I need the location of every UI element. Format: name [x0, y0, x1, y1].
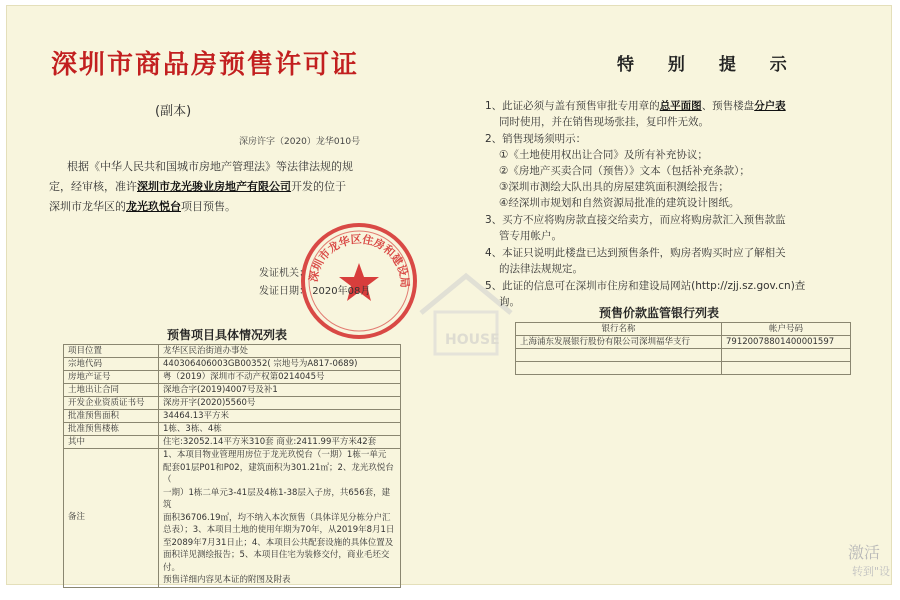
tip-2-sub-item: ④经深圳市规划和自然资源局批准的建筑设计图纸。 — [499, 197, 740, 209]
bank-header-name: 银行名称 — [516, 323, 722, 336]
tip-1-line-1 — [485, 98, 786, 113]
developer-name: 深圳市龙光骏业房地产有限公司 — [137, 180, 291, 193]
row-label: 房地产证号 — [64, 371, 159, 384]
row-label: 项目位置 — [64, 345, 159, 358]
body-line-3: 深圳市龙华区的龙光玖悦台项目预售。 — [49, 200, 236, 213]
bank-table — [515, 322, 851, 375]
bank-account: 79120078801400001597 — [722, 336, 851, 349]
note-line: 预售详细内容见本证的附图及附表 — [163, 575, 291, 585]
table-row-empty — [516, 349, 851, 362]
table-row — [64, 345, 401, 358]
tip-1-line-2: 同时使用，并在销售现场张挂，复印件无效。 — [499, 116, 709, 128]
row-value: 440306406003GB00352( 宗地号为A817-0689) — [159, 358, 401, 371]
note-line: 一期）1栋二单元3-41层及4栋1-38层入子房，共656套，建筑 — [163, 487, 391, 510]
bank-table-title: 预售价款监管银行列表 — [599, 306, 720, 320]
tip-5-line-1: 5、此证的信息可在深圳市住房和建设局网站(http://zjj.sz.gov.cn)查 — [485, 280, 806, 292]
note-value — [159, 449, 401, 588]
table-row — [64, 436, 401, 449]
tip-2-line-1: 2、销售现场须明示： — [485, 133, 587, 145]
table-row — [64, 384, 401, 397]
tip-4-line-1: 4、本证只说明此楼盘已达到预售条件，购房者购买时应了解相关 — [485, 247, 786, 259]
table-row — [516, 336, 851, 349]
table-row-empty — [516, 362, 851, 375]
row-value: 1栋、3栋、4栋 — [159, 423, 401, 436]
certificate-paper — [6, 5, 892, 585]
note-line: 面积详见测绘报告；5、本项目住宅为装修交付，商业毛坯交 — [163, 550, 390, 560]
row-value: 粤（2019）深圳市不动产权第0214045号 — [159, 371, 401, 384]
table-row — [64, 397, 401, 410]
empty-cell — [722, 362, 851, 375]
note-line: 总表）；3、本项目土地的使用年期为70年，从2019年8月1日 — [163, 525, 395, 535]
svg-text:深圳市龙华区住房和建设局: 深圳市龙华区住房和建设局 — [306, 232, 412, 289]
issue-date: 2020年08月 — [312, 286, 371, 297]
tip-fragment: 总平面图 — [659, 100, 702, 112]
empty-cell — [516, 362, 722, 375]
note-line: 面积36706.19㎡，均不纳入本次预售（具体详见分栋分户汇 — [163, 512, 391, 523]
body-line-1: 根据《中华人民共和国城市房地产管理法》等法律法规的规 — [67, 160, 353, 173]
tip-2-sub-item: ①《土地使用权出让合同》及所有补充协议； — [499, 149, 708, 161]
row-label: 土地出让合同 — [64, 384, 159, 397]
table-row — [64, 358, 401, 371]
note-line: 至2089年7月31日止；4、本项目公共配套设施的具体位置及 — [163, 537, 394, 548]
svg-text:HOUSE: HOUSE — [445, 332, 500, 348]
body-line-2-text: 定，经审核，准许深圳市龙光骏业房地产有限公司开发的位于 — [49, 180, 346, 193]
project-name: 龙光玖悦台 — [126, 200, 181, 213]
bank-table-header — [516, 323, 851, 336]
row-label: 其中 — [64, 436, 159, 449]
certificate-title: 深圳市商品房预售许可证 — [51, 50, 360, 80]
body-line-2 — [49, 178, 346, 194]
tip-fragment: 1、此证必须与盖有预售审批专用章的 — [485, 100, 660, 112]
row-value: 深房开字(2020)5560号 — [159, 397, 401, 410]
table-row — [64, 410, 401, 423]
official-seal-icon — [299, 221, 419, 341]
certificate-number: 深房许字（2020）龙华010号 — [239, 137, 361, 147]
tip-3-line-1: 3、买方不应将购房款直接交给卖方，而应将购房款汇入预售款监 — [485, 214, 786, 226]
bank-header-account: 帐户号码 — [722, 323, 851, 336]
details-table — [63, 344, 401, 588]
row-value: 34464.13平方米 — [159, 410, 401, 423]
row-label: 批准预售楼栋 — [64, 423, 159, 436]
empty-cell — [722, 349, 851, 362]
table-row-note — [64, 449, 401, 588]
tip-fragment: 分户表 — [754, 100, 786, 112]
row-value: 住宅:32052.14平方米310套 商业:2411.99平方米42套 — [159, 436, 401, 449]
copy-label: (副本) — [155, 104, 192, 119]
issue-date-row — [259, 282, 370, 297]
row-label: 开发企业资质证书号 — [64, 397, 159, 410]
row-value: 龙华区民治街道办事处 — [159, 345, 401, 358]
row-value: 深地合字(2019)4007号及补1 — [159, 384, 401, 397]
empty-cell — [516, 349, 722, 362]
tip-4-line-2: 的法律法规规定。 — [499, 263, 583, 275]
note-line: 付。 — [163, 562, 181, 573]
tip-2-sub-item: ③深圳市测绘大队出具的房屋建筑面积测绘报告； — [499, 181, 729, 193]
bank-name: 上海浦东发展银行股份有限公司深圳福华支行 — [516, 336, 722, 349]
issuer-label: 发证机关： — [259, 268, 309, 279]
issue-date-label: 发证日期： — [259, 286, 309, 297]
tip-fragment: 、预售楼盘 — [701, 100, 755, 112]
tip-2-sub-item: ②《房地产买卖合同（预售）》文本（包括补充条款）； — [499, 165, 750, 177]
table-row — [64, 371, 401, 384]
row-label: 批准预售面积 — [64, 410, 159, 423]
details-table-title: 预售项目具体情况列表 — [167, 328, 288, 342]
tip-5-line-2: 询。 — [499, 296, 520, 308]
activate-windows-subtext: 转到"设 — [852, 565, 891, 578]
tips-title: 特 别 提 示 — [617, 55, 801, 75]
note-label: 备注 — [64, 449, 159, 588]
note-line: 1、本项目物业管理用房位于龙光玖悦台（一期）1栋一单元 — [163, 450, 387, 460]
activate-windows-text: 激活 — [848, 543, 881, 562]
row-label: 宗地代码 — [64, 358, 159, 371]
table-row — [64, 423, 401, 436]
tip-3-line-2: 管专用帐户。 — [499, 230, 562, 242]
note-line: 配套01层P01和P02，建筑面积为301.21㎡；2、龙光玖悦台（ — [163, 462, 394, 485]
